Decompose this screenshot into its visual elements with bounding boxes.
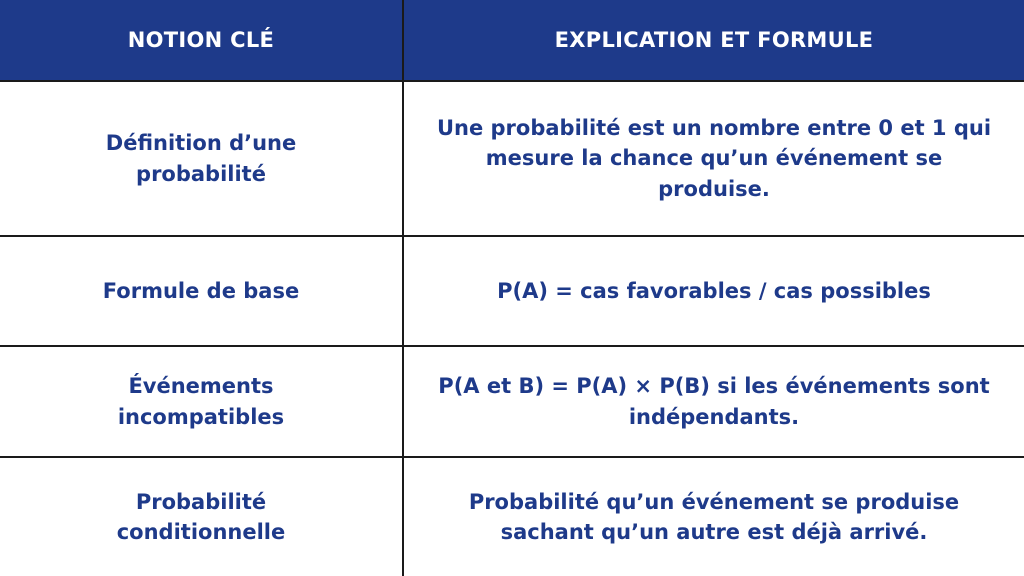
table-row	[0, 80, 1024, 235]
notion-cell: Probabilité conditionnelle	[0, 458, 404, 576]
table-row	[0, 345, 1024, 456]
explication-cell: P(A) = cas favorables / cas possibles	[497, 278, 931, 303]
header-explication-formule: EXPLICATION ET FORMULE	[554, 28, 874, 52]
header-notion-cle: NOTION CLÉ	[0, 0, 404, 80]
notion-cell: Formule de base	[0, 237, 404, 345]
notion-cell: Événements incompatibles	[0, 347, 404, 456]
explication-cell: Probabilité qu’un événement se produise sachant qu’un autre est déjà arrivé.	[468, 489, 960, 544]
explication-cell: P(A et B) = P(A) × P(B) si les événements sont indépendants.	[438, 374, 990, 429]
notion-cell: Définition d’une probabilité	[0, 82, 404, 235]
table-row	[0, 235, 1024, 345]
explication-cell: Une probabilité est un nombre entre 0 et 1 qui mesure la chance qu’un événement se produise.	[436, 115, 992, 201]
table-row	[0, 456, 1024, 576]
table-header	[0, 0, 1024, 80]
